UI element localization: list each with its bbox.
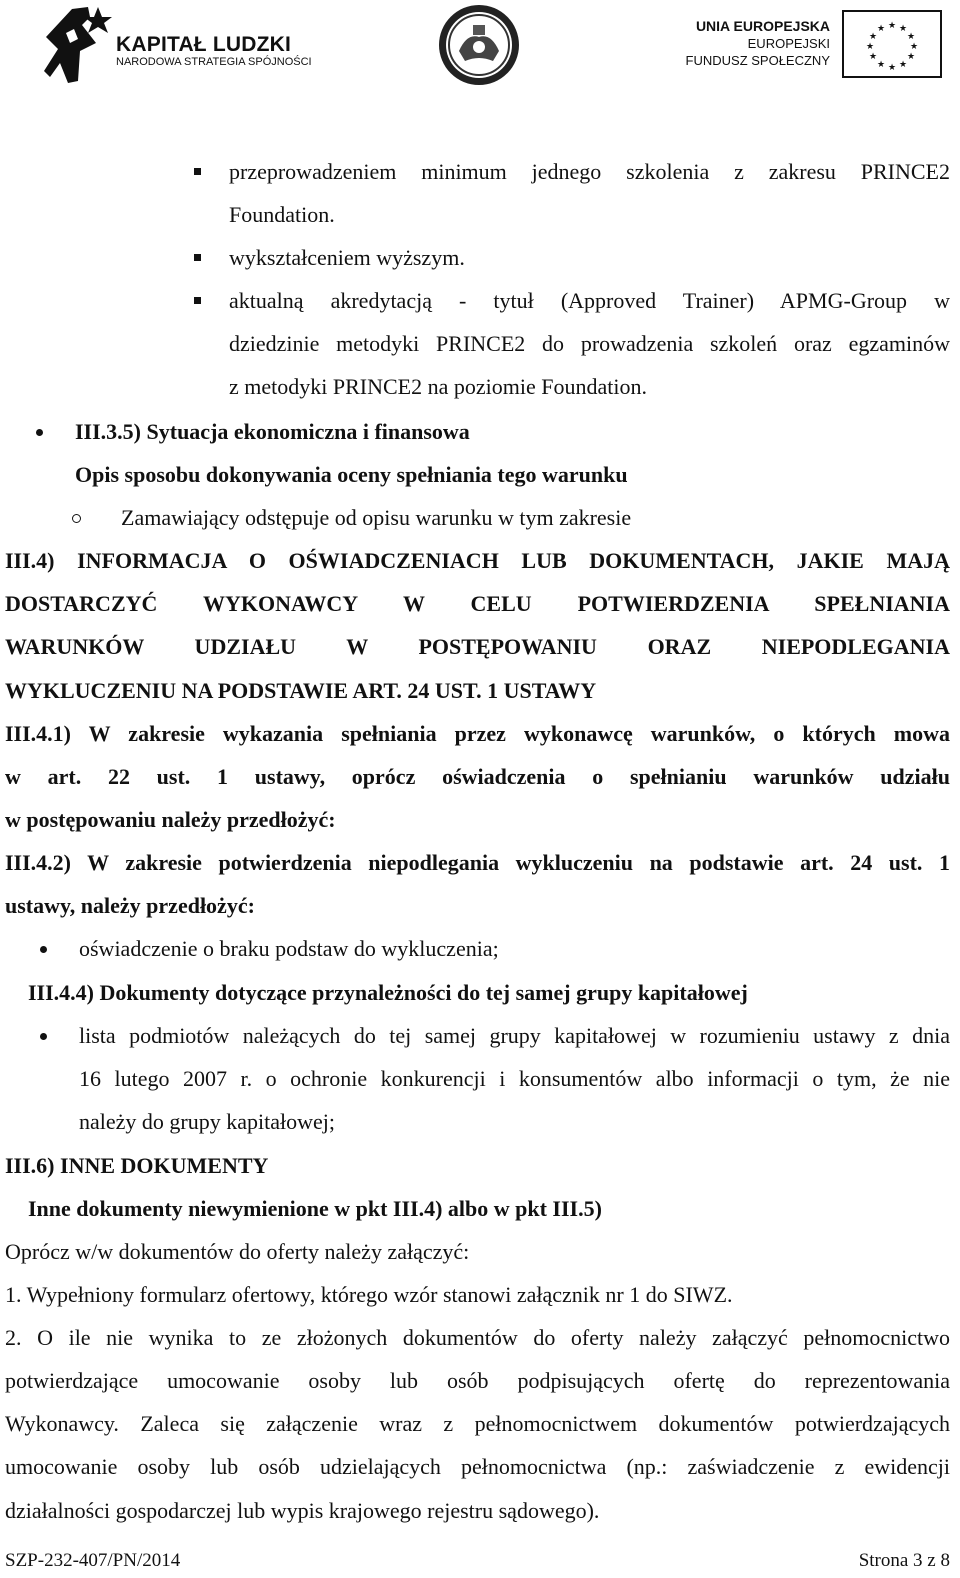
- square-bullet-icon: [194, 297, 201, 304]
- section-335-title: III.3.5) Sytuacja ekonomiczna i finansowa: [75, 419, 470, 444]
- svg-text:★: ★: [876, 24, 886, 34]
- svg-text:★: ★: [887, 21, 897, 31]
- section-34-line-1: III.4) INFORMACJA O OŚWIADCZENIACH LUB DOKUMENTACH, JAKIE MAJĄ: [5, 548, 950, 573]
- round-bullet-icon: [40, 1033, 47, 1040]
- bullet-3-line-1: aktualną akredytacją - tytuł (Approved Trainer) APMG-Group w: [229, 288, 950, 313]
- square-bullet-icon: [194, 168, 201, 175]
- eu-line-2: EUROPEJSKI: [747, 36, 830, 51]
- eu-line-3: FUNDUSZ SPOŁECZNY: [685, 53, 830, 68]
- section-36-point-2-line-5: działalności gospodarczej lub wypis krajowego rejestru sądowego).: [5, 1498, 600, 1523]
- svg-text:★: ★: [876, 60, 886, 70]
- kapital-ludzki-subtitle: NARODOWA STRATEGIA SPÓJNOŚCI: [116, 56, 312, 68]
- bullet-2: wykształceniem wyższym.: [229, 245, 465, 270]
- bullet-1-line-2: Foundation.: [229, 202, 335, 227]
- bullet-3-line-2: dziedzinie metodyki PRINCE2 do prowadzenia szkoleń oraz egzaminów: [229, 331, 950, 356]
- kapital-ludzki-logo: [38, 3, 318, 87]
- section-344-title: III.4.4) Dokumenty dotyczące przynależności do tej samej grupy kapitałowej: [28, 980, 748, 1005]
- footer-reference: SZP-232-407/PN/2014: [5, 1550, 181, 1571]
- svg-text:★: ★: [868, 32, 878, 42]
- section-344-item-line-3: należy do grupy kapitałowej;: [79, 1109, 335, 1134]
- eu-line-1: UNIA EUROPEJSKA: [695, 18, 830, 34]
- section-341-line-3: w postępowaniu należy przedłożyć:: [5, 807, 336, 832]
- svg-text:★: ★: [898, 24, 908, 34]
- kapital-ludzki-emblem-icon: [38, 3, 118, 87]
- svg-text:★: ★: [906, 32, 916, 42]
- eu-flag-icon: [842, 10, 942, 78]
- institution-seal-icon: [437, 3, 521, 87]
- section-36-point-2-line-3: Wykonawcy. Zaleca się załączenie wraz z pełnomocnictwem dokumentów potwierdzających: [5, 1411, 950, 1436]
- footer-page-number: Strona 3 z 8: [858, 1550, 950, 1571]
- section-36-point-2-line-4: umocowanie osoby lub osób udzielających pełnomocnictwa (np.: zaświadczenie z ewidencji: [5, 1454, 950, 1479]
- section-341-line-2: w art. 22 ust. 1 ustawy, oprócz oświadczenia o spełnianiu warunków udziału: [5, 764, 950, 789]
- svg-text:★: ★: [868, 52, 878, 62]
- section-341-line-1: III.4.1) W zakresie wykazania spełniania przez wykonawcę warunków, o których mowa: [5, 721, 950, 746]
- section-36-point-1: 1. Wypełniony formularz ofertowy, którego wzór stanowi załącznik nr 1 do SIWZ.: [5, 1282, 733, 1307]
- section-36-point-2-line-2: potwierdzające umocowanie osoby lub osób podpisujących ofertę do reprezentowania: [5, 1368, 950, 1393]
- section-344-item-line-1: lista podmiotów należących do tej samej grupy kapitałowej w rozumieniu ustawy z dnia: [79, 1023, 950, 1048]
- section-34-line-4: WYKLUCZENIU NA PODSTAWIE ART. 24 UST. 1 USTAWY: [5, 678, 597, 703]
- circle-bullet-icon: [72, 514, 81, 523]
- section-36-title: III.6) INNE DOKUMENTY: [5, 1153, 269, 1178]
- section-34-line-3: WARUNKÓW UDZIAŁU W POSTĘPOWANIU ORAZ NIEPODLEGANIA: [5, 634, 950, 659]
- svg-text:★: ★: [906, 52, 916, 62]
- svg-text:★: ★: [887, 63, 897, 73]
- bullet-1-line-1: przeprowadzeniem minimum jednego szkolenia z zakresu PRINCE2: [229, 159, 950, 184]
- section-36-subtitle: Inne dokumenty niewymienione w pkt III.4) albo w pkt III.5): [28, 1196, 602, 1221]
- section-36-point-2-line-1: 2. O ile nie wynika to ze złożonych dokumentów do oferty należy załączyć pełnomocnictwo: [5, 1325, 950, 1350]
- kapital-ludzki-title: KAPITAŁ LUDZKI: [116, 33, 292, 56]
- square-bullet-icon: [194, 254, 201, 261]
- svg-text:★: ★: [865, 42, 875, 52]
- svg-text:★: ★: [909, 42, 919, 52]
- section-342-item: oświadczenie o braku podstaw do wykluczenia;: [79, 936, 499, 961]
- round-bullet-icon: [36, 429, 43, 436]
- section-335-item: Zamawiający odstępuje od opisu warunku w tym zakresie: [121, 505, 632, 530]
- page-header: [0, 0, 960, 100]
- svg-text:★: ★: [898, 60, 908, 70]
- section-36-intro: Oprócz w/w dokumentów do oferty należy załączyć:: [5, 1239, 470, 1264]
- round-bullet-icon: [40, 946, 47, 953]
- section-34-line-2: DOSTARCZYĆ WYKONAWCY W CELU POTWIERDZENIA SPEŁNIANIA: [5, 591, 950, 616]
- section-344-item-line-2: 16 lutego 2007 r. o ochronie konkurencji i konsumentów albo informacji o tym, że nie: [79, 1066, 950, 1091]
- bullet-3-line-3: z metodyki PRINCE2 na poziomie Foundation.: [229, 374, 647, 399]
- section-342-line-2: ustawy, należy przedłożyć:: [5, 893, 255, 918]
- section-335-subtitle: Opis sposobu dokonywania oceny spełniania tego warunku: [75, 462, 628, 487]
- eu-text-block: [686, 18, 830, 69]
- section-342-line-1: III.4.2) W zakresie potwierdzenia niepodlegania wykluczeniu na podstawie art. 24 ust. 1: [5, 850, 950, 875]
